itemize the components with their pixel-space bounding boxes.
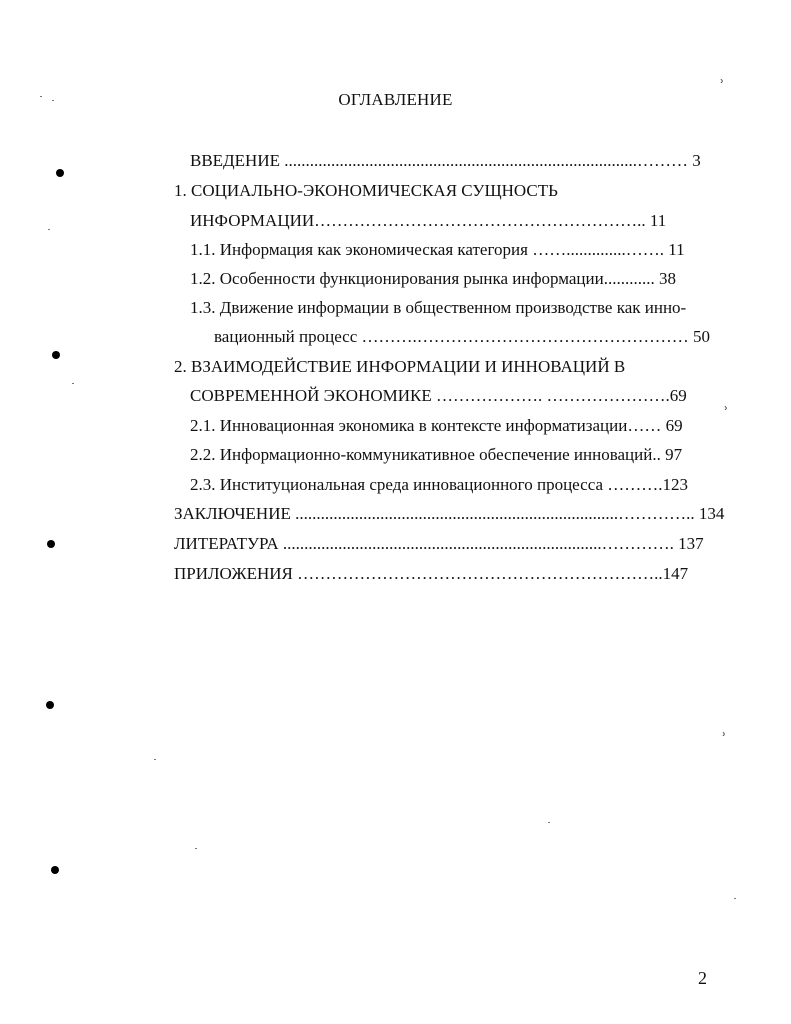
toc-leader-dots: ...........................................................................…………. [278, 534, 674, 553]
toc-entry-label: 1. СОЦИАЛЬНО-ЭКОНОМИЧЕСКАЯ СУЩНОСТЬ [174, 181, 558, 200]
toc-page-number: 3 [687, 151, 701, 170]
scan-speck [52, 100, 54, 101]
toc-leader-dots: ………………. …………………. [431, 386, 670, 405]
toc-leader-dots: ………………………………………………….. [314, 211, 646, 230]
toc-entry-label: 2.1. Инновационная экономика в контексте информатизации [190, 416, 628, 435]
toc-entry-section-2-1 [190, 415, 683, 437]
toc-entry-appendices [174, 563, 688, 585]
toc-entry-section-1-3-cont [214, 326, 710, 348]
toc-page-number: 69 [669, 386, 687, 405]
toc-page-number: 38 [654, 269, 676, 288]
page-title: ОГЛАВЛЕНИЕ [338, 90, 453, 109]
margin-hook-mark: ʾ [724, 405, 729, 421]
margin-hook-mark: ʾ [720, 78, 725, 94]
toc-page-number: 97 [660, 445, 683, 464]
toc-entry-label: 1.2. Особенности функционирования рынка информации [190, 269, 604, 288]
toc-entry-label: 1.3. Движение информации в общественном производстве как инно- [190, 298, 687, 317]
scan-speck [154, 759, 156, 760]
punch-hole [51, 866, 59, 874]
toc-entry-introduction [190, 150, 701, 172]
toc-entry-chapter-2 [174, 356, 625, 378]
toc-entry-section-1-1 [190, 239, 685, 261]
margin-hook-mark: ʾ [722, 731, 727, 747]
scan-speck [40, 96, 42, 97]
toc-entry-section-1-2 [190, 268, 676, 290]
toc-entry-label: ИНФОРМАЦИИ [190, 211, 315, 230]
toc-leader-dots: .. [652, 445, 661, 464]
toc-entry-section-2-3 [190, 474, 688, 496]
toc-page-number: 11 [663, 240, 685, 259]
toc-entry-section-2-2 [190, 444, 682, 466]
scan-speck [734, 898, 736, 899]
toc-page-number: 137 [673, 534, 704, 553]
toc-page-number: 11 [645, 211, 667, 230]
toc-leader-dots: …… [627, 416, 662, 435]
punch-hole [47, 540, 55, 548]
toc-page-number: 147 [662, 564, 689, 583]
punch-hole [56, 169, 64, 177]
toc-entry-section-1-3 [190, 297, 686, 319]
toc-entry-label: 1.1. Информация как экономическая категория [190, 240, 528, 259]
page-number: 2 [698, 968, 707, 988]
toc-page-number: 134 [694, 504, 725, 523]
toc-leader-dots: ............ [603, 269, 655, 288]
toc-leader-dots: ……………………………………………………….. [292, 564, 663, 583]
toc-leader-dots: ………. [603, 475, 663, 494]
toc-leader-dots: ……….………………………………………… [357, 327, 689, 346]
toc-page-number: 123 [662, 475, 688, 494]
punch-hole [46, 701, 54, 709]
punch-hole [52, 351, 60, 359]
toc-entry-conclusion [174, 503, 724, 525]
toc-leader-dots: ...................................................................................……… [279, 151, 688, 170]
toc-entry-label: 2.3. Институциональная среда инновационного процесса [190, 475, 603, 494]
toc-entry-label: ЗАКЛЮЧЕНИЕ [174, 504, 291, 523]
toc-leader-dots: ............................................................................………….. [290, 504, 695, 523]
toc-entry-label: 2. ВЗАИМОДЕЙСТВИЕ ИНФОРМАЦИИ И ИННОВАЦИЙ В [174, 357, 626, 376]
toc-entry-chapter-1 [174, 180, 558, 202]
toc-entry-label: ЛИТЕРАТУРА [174, 534, 279, 553]
toc-entry-label: вационный процесс [214, 327, 358, 346]
toc-entry-label: ПРИЛОЖЕНИЯ [174, 564, 293, 583]
toc-entry-label: ВВЕДЕНИЕ [190, 151, 280, 170]
scan-speck [548, 822, 550, 823]
toc-entry-chapter-2-cont [190, 385, 687, 407]
toc-leader-dots: ……..............……. [527, 240, 664, 259]
toc-entry-literature [174, 533, 704, 555]
toc-entry-chapter-1-cont [190, 210, 666, 232]
toc-page-number: 50 [688, 327, 711, 346]
toc-entry-label: СОВРЕМЕННОЙ ЭКОНОМИКЕ [190, 386, 432, 405]
toc-page-number: 69 [661, 416, 683, 435]
scan-speck [48, 229, 50, 230]
scan-speck [72, 383, 74, 384]
scan-speck [195, 848, 197, 849]
toc-entry-label: 2.2. Информационно-коммуникативное обеспечение инноваций [190, 445, 653, 464]
